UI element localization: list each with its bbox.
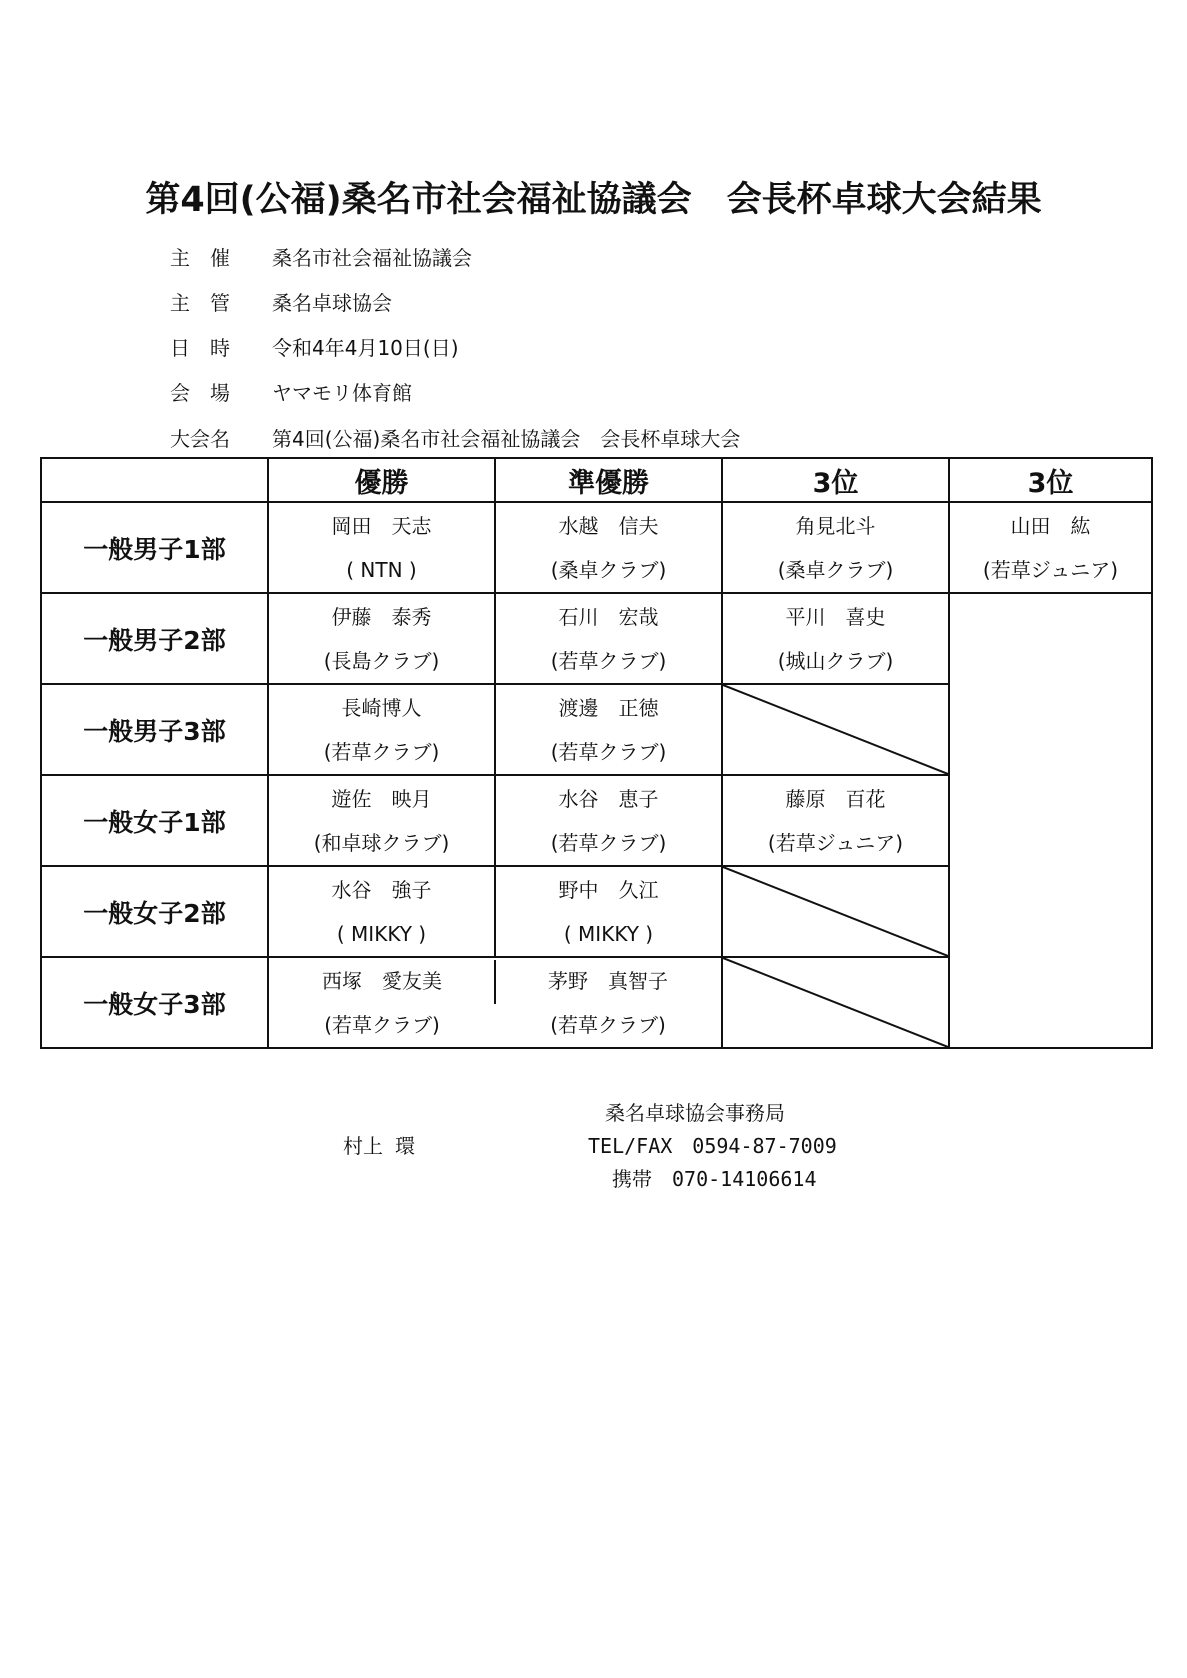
player-name: 角見北斗 (795, 513, 876, 538)
partial-column-divider (494, 960, 496, 1004)
header-runner-up: 準優勝 (495, 458, 722, 502)
player-club: (若草クラブ) (323, 739, 440, 764)
runner-up-cell (495, 502, 722, 593)
contact-name: 村上 環 (343, 1134, 416, 1158)
header-winner: 優勝 (268, 458, 495, 502)
diagonal-line (723, 958, 948, 1047)
info-label: 大会名 (170, 427, 230, 451)
header-third-a: 3位 (722, 458, 949, 502)
player-club: (桑卓クラブ) (550, 557, 667, 582)
info-value: ヤマモリ体育館 (272, 381, 412, 405)
player-club: (長島クラブ) (323, 648, 440, 673)
player-name: 藤原 百花 (785, 786, 886, 811)
info-value: 第4回(公福)桑名市社会福祉協議会 会長杯卓球大会 (272, 427, 741, 451)
player-name: 岡田 天志 (331, 513, 432, 538)
info-value: 桑名卓球協会 (272, 291, 392, 315)
mobile-number: 携帯 070-14106614 (612, 1167, 817, 1191)
player-club: (若草クラブ) (550, 830, 667, 855)
category-cell: 一般男子2部 (41, 593, 268, 684)
diagonal-line (723, 685, 948, 774)
info-row-date (170, 332, 870, 362)
player-name: 西塚 愛友美 (322, 968, 442, 993)
player-name: 水越 信夫 (558, 513, 659, 538)
table-row (41, 593, 1152, 684)
header-category (41, 458, 268, 502)
player-name: 長崎博人 (341, 695, 422, 720)
runner-up-cell (495, 957, 722, 1048)
winner-cell (268, 593, 495, 684)
player-name: 水谷 強子 (331, 877, 432, 902)
category-cell: 一般女子2部 (41, 866, 268, 957)
player-club: (若草クラブ) (550, 739, 667, 764)
third-a-empty-diagonal-cell (722, 866, 949, 957)
player-name: 遊佐 映月 (331, 786, 432, 811)
category-cell: 一般女子3部 (41, 957, 268, 1048)
table-row (41, 502, 1152, 593)
player-name: 水谷 恵子 (558, 786, 659, 811)
winner-cell (268, 957, 495, 1048)
info-label: 主 催 (170, 246, 230, 270)
player-club: ( MIKKY ) (336, 921, 427, 946)
info-label: 主 管 (170, 291, 230, 315)
category-cell: 一般男子1部 (41, 502, 268, 593)
winner-cell (268, 684, 495, 775)
player-name: 石川 宏哉 (558, 604, 659, 629)
third-a-empty-diagonal-cell (722, 957, 949, 1048)
player-name: 野中 久江 (558, 877, 659, 902)
player-name: 平川 喜史 (785, 604, 886, 629)
info-row-organizer (170, 242, 870, 272)
player-name: 伊藤 泰秀 (331, 604, 432, 629)
header-third-b: 3位 (949, 458, 1152, 502)
results-table (40, 457, 1153, 1049)
player-club: (若草ジュニア) (767, 830, 904, 855)
info-label: 会 場 (170, 381, 230, 405)
player-club: (若草ジュニア) (982, 557, 1119, 582)
table-header-row (41, 458, 1152, 502)
third-b-cell (949, 502, 1152, 593)
info-label: 日 時 (170, 336, 230, 360)
info-row-manager (170, 287, 870, 317)
player-club: (桑卓クラブ) (777, 557, 894, 582)
player-club: (若草クラブ) (324, 1012, 440, 1037)
category-cell: 一般女子1部 (41, 775, 268, 866)
third-a-cell (722, 593, 949, 684)
third-a-cell (722, 502, 949, 593)
page-title: 第4回(公福)桑名市社会福祉協議会 会長杯卓球大会結果 (145, 180, 1042, 220)
winner-cell (268, 866, 495, 957)
winner-cell (268, 775, 495, 866)
tel-fax: TEL/FAX 0594-87-7009 (588, 1134, 837, 1158)
third-a-cell (722, 775, 949, 866)
info-row-venue (170, 377, 870, 407)
player-name: 茅野 真智子 (548, 968, 668, 993)
player-name: 渡邊 正徳 (558, 695, 659, 720)
player-name: 山田 紘 (1010, 513, 1091, 538)
player-club: ( NTN ) (346, 557, 417, 582)
player-club: (城山クラブ) (777, 648, 894, 673)
info-row-event-name (170, 423, 870, 453)
player-club: ( MIKKY ) (563, 921, 654, 946)
category-cell: 一般男子3部 (41, 684, 268, 775)
info-value: 桑名市社会福祉協議会 (272, 246, 472, 270)
player-club: (和卓球クラブ) (313, 830, 450, 855)
third-a-empty-diagonal-cell (722, 684, 949, 775)
runner-up-cell (495, 593, 722, 684)
player-club: (若草クラブ) (550, 648, 667, 673)
player-club: (若草クラブ) (550, 1012, 666, 1037)
office-name: 桑名卓球協会事務局 (605, 1101, 785, 1125)
third-b-empty-cell (949, 593, 1152, 1048)
diagonal-line (723, 867, 948, 956)
runner-up-cell (495, 684, 722, 775)
info-value: 令和4年4月10日(日) (272, 336, 459, 360)
winner-cell (268, 502, 495, 593)
runner-up-cell (495, 775, 722, 866)
runner-up-cell (495, 866, 722, 957)
